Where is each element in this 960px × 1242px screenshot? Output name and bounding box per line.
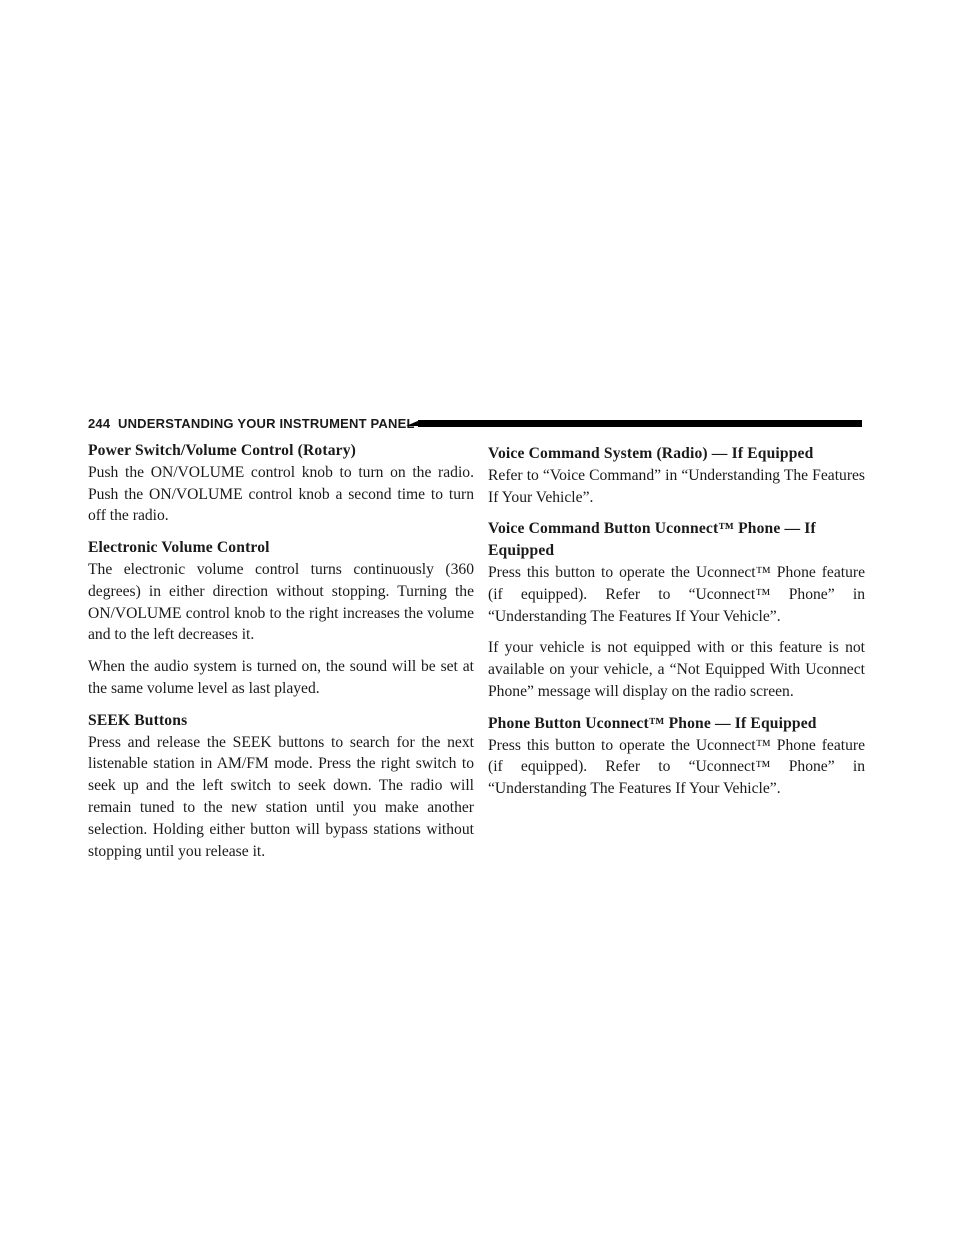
electronic-volume-section	[88, 537, 474, 700]
seek-buttons-section	[88, 710, 474, 863]
voice-command-system-heading: Voice Command System (Radio) — If Equipped	[488, 445, 814, 462]
section-title: UNDERSTANDING YOUR INSTRUMENT PANEL	[118, 416, 415, 431]
phone-button-text: Press this button to operate the Uconnect™ Phone feature (if equipped). Refer to “Uconnect™ Phone” in “Understanding The Features If Your Vehicle”.	[488, 736, 865, 798]
page-header	[88, 416, 862, 432]
voice-command-button-text-2: If your vehicle is not equipped with or this feature is not available on your vehicle, a “Not Equipped With Uconnect Phone” message will display on the radio screen.	[488, 639, 865, 700]
power-switch-heading: Power Switch/Volume Control (Rotary)	[88, 442, 357, 459]
right-column	[488, 443, 865, 810]
phone-button-heading: Phone Button Uconnect™ Phone — If Equipped	[488, 714, 817, 732]
voice-command-system-section	[488, 443, 865, 508]
voice-command-system-text: Refer to “Voice Command” in “Understanding The Features If Your Vehicle”.	[488, 466, 865, 506]
power-switch-text: Push the ON/VOLUME control knob to turn on the radio. Push the ON/VOLUME control knob a second time to turn off the radio.	[88, 463, 474, 525]
left-column	[88, 440, 474, 872]
voice-command-button-section	[488, 518, 865, 702]
voice-command-button-heading: Voice Command Button Uconnect™ Phone — If Equipped	[488, 520, 816, 560]
electronic-volume-text-2: When the audio system is turned on, the sound will be set at the same volume level as last played.	[88, 658, 474, 697]
power-switch-section	[88, 440, 474, 527]
electronic-volume-heading: Electronic Volume Control	[88, 539, 270, 557]
page-number: 244	[88, 416, 111, 431]
phone-button-section	[488, 713, 865, 800]
header-rule	[418, 420, 862, 427]
seek-buttons-text: Press and release the SEEK buttons to search for the next listenable station in AM/FM mode. Press the right switch to seek up and the left switch to seek down. The radio will remain tuned to the new station until you make another selection. Holding either button will bypass stations without stopping until you release it.	[88, 733, 474, 860]
electronic-volume-text: The electronic volume control turns continuously (360 degrees) in either direction without stopping. Turning the ON/VOLUME control knob to the right increases the volume and to the left decreases it.	[88, 560, 474, 644]
seek-buttons-heading: SEEK Buttons	[88, 711, 188, 729]
voice-command-button-text: Press this button to operate the Uconnect™ Phone feature (if equipped). Refer to “Uconnect™ Phone” in “Understanding The Features If Your Vehicle”.	[488, 563, 865, 625]
